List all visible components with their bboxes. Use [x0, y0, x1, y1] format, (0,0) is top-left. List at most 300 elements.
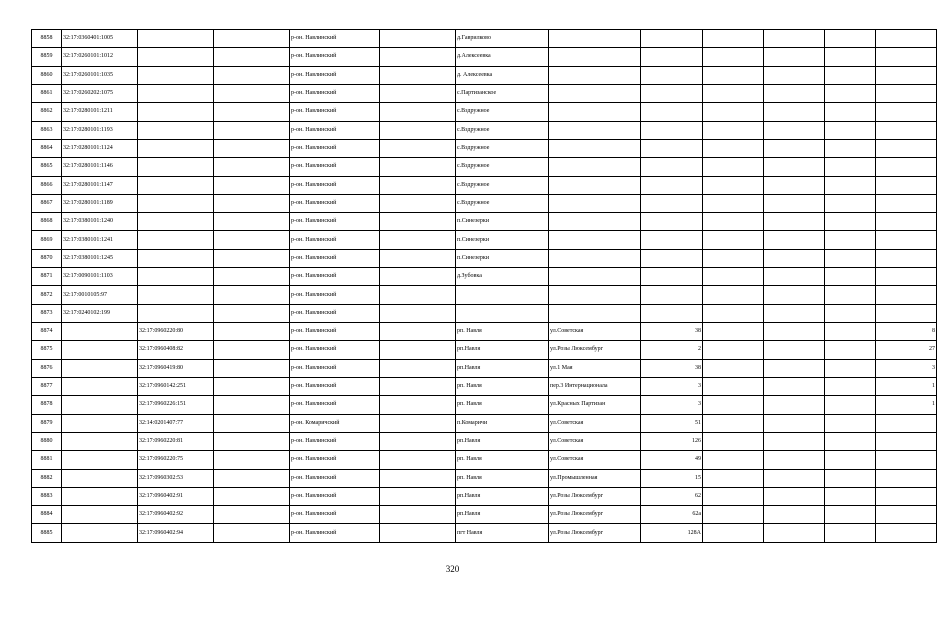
table-cell: [138, 103, 214, 121]
table-cell: р-он. Навлинский: [290, 451, 380, 469]
table-cell: [764, 268, 825, 286]
table-cell: [380, 139, 456, 157]
table-cell: [764, 377, 825, 395]
table-cell: ул.1 Мая: [549, 359, 641, 377]
table-cell: [380, 323, 456, 341]
table-cell: [214, 176, 290, 194]
table-cell: [214, 249, 290, 267]
table-cell: [138, 48, 214, 66]
table-cell: [764, 231, 825, 249]
table-cell: [214, 506, 290, 524]
table-row: [32, 30, 937, 48]
table-cell: [214, 268, 290, 286]
table-cell: [62, 377, 138, 395]
table-cell: [876, 432, 937, 450]
table-cell: 32:17:0380101:1241: [62, 231, 138, 249]
table-cell: [549, 194, 641, 212]
table-row: [32, 213, 937, 231]
table-cell: [764, 304, 825, 322]
table-cell: [380, 268, 456, 286]
table-cell: [214, 469, 290, 487]
table-cell: [138, 249, 214, 267]
table-cell: [214, 396, 290, 414]
table-cell: с.Вздружное: [456, 176, 549, 194]
table-row: [32, 432, 937, 450]
table-cell: [641, 268, 703, 286]
table-cell: р-он. Навлинский: [290, 304, 380, 322]
table-cell: 1: [876, 377, 937, 395]
table-cell: [876, 121, 937, 139]
table-cell: рп.Навля: [456, 341, 549, 359]
table-row: [32, 341, 937, 359]
table-cell: [549, 249, 641, 267]
table-cell: 38: [641, 359, 703, 377]
table-cell: р-он. Навлинский: [290, 341, 380, 359]
table-row: [32, 286, 937, 304]
table-cell: [549, 268, 641, 286]
table-cell: [764, 487, 825, 505]
table-cell: [380, 176, 456, 194]
table-cell: 32:17:0360401:1005: [62, 30, 138, 48]
table-cell: [825, 304, 876, 322]
table-cell: [641, 231, 703, 249]
table-cell: [380, 231, 456, 249]
table-cell: [876, 48, 937, 66]
table-cell: с.Вздружное: [456, 194, 549, 212]
table-cell: [214, 524, 290, 543]
table-cell: [214, 377, 290, 395]
table-cell: 8860: [32, 66, 62, 84]
table-cell: 32:14:0201407:77: [138, 414, 214, 432]
table-cell: 32:17:0260101:1035: [62, 66, 138, 84]
table-cell: [641, 194, 703, 212]
table-cell: 32:17:0280101:1193: [62, 121, 138, 139]
table-cell: [641, 139, 703, 157]
table-row: [32, 506, 937, 524]
table-cell: [764, 139, 825, 157]
table-cell: [764, 414, 825, 432]
table-cell: [825, 213, 876, 231]
table-cell: [764, 341, 825, 359]
table-cell: р-он. Навлинский: [290, 139, 380, 157]
table-cell: [380, 524, 456, 543]
table-cell: [214, 121, 290, 139]
table-cell: [703, 139, 764, 157]
table-cell: 32:17:0260202:1075: [62, 84, 138, 102]
table-cell: [549, 304, 641, 322]
table-cell: с.Вздружное: [456, 103, 549, 121]
table-cell: р-он. Навлинский: [290, 487, 380, 505]
table-cell: 32:17:0960402:91: [138, 487, 214, 505]
table-cell: [214, 323, 290, 341]
table-cell: 51: [641, 414, 703, 432]
table-cell: 3: [641, 377, 703, 395]
table-cell: р-он. Навлинский: [290, 359, 380, 377]
table-row: [32, 451, 937, 469]
table-cell: [138, 30, 214, 48]
table-cell: рп.Навля: [456, 432, 549, 450]
table-cell: [62, 341, 138, 359]
table-cell: [703, 158, 764, 176]
table-cell: [380, 414, 456, 432]
table-row: [32, 249, 937, 267]
table-cell: [380, 66, 456, 84]
table-cell: [62, 396, 138, 414]
table-cell: [703, 249, 764, 267]
table-cell: с.Партизанское: [456, 84, 549, 102]
table-cell: 8862: [32, 103, 62, 121]
table-cell: [703, 194, 764, 212]
table-cell: [876, 506, 937, 524]
table-cell: [825, 432, 876, 450]
table-cell: [703, 121, 764, 139]
table-cell: [876, 176, 937, 194]
table-cell: ул.Розы Люксембург: [549, 487, 641, 505]
table-cell: [641, 158, 703, 176]
table-cell: [641, 304, 703, 322]
table-cell: 32:17:0960408:82: [138, 341, 214, 359]
table-cell: [764, 66, 825, 84]
table-cell: [825, 84, 876, 102]
table-cell: [703, 341, 764, 359]
table-cell: [703, 377, 764, 395]
table-cell: [825, 396, 876, 414]
table-cell: р-он. Навлинский: [290, 84, 380, 102]
table-cell: [138, 176, 214, 194]
table-cell: 3: [876, 359, 937, 377]
table-cell: [764, 103, 825, 121]
table-cell: 32:17:0280101:1147: [62, 176, 138, 194]
table-cell: [214, 414, 290, 432]
table-cell: [876, 231, 937, 249]
table-cell: [825, 158, 876, 176]
table-cell: 32:17:0960220:81: [138, 432, 214, 450]
table-cell: [876, 451, 937, 469]
table-cell: [214, 304, 290, 322]
table-cell: ул.Розы Люксембург: [549, 506, 641, 524]
table-row: [32, 359, 937, 377]
table-row: [32, 268, 937, 286]
table-cell: [62, 451, 138, 469]
table-cell: [876, 194, 937, 212]
table-cell: [764, 84, 825, 102]
table-row: [32, 158, 937, 176]
table-cell: [876, 286, 937, 304]
table-cell: [764, 524, 825, 543]
table-cell: ул.Розы Люксембург: [549, 524, 641, 543]
table-cell: [214, 359, 290, 377]
table-cell: [138, 231, 214, 249]
registry-sheet: [31, 29, 935, 543]
table-row: [32, 377, 937, 395]
table-cell: [825, 231, 876, 249]
table-cell: 8875: [32, 341, 62, 359]
table-cell: [764, 359, 825, 377]
table-cell: 8873: [32, 304, 62, 322]
table-cell: 32:17:0260101:1012: [62, 48, 138, 66]
table-cell: [825, 194, 876, 212]
table-cell: [825, 103, 876, 121]
table-cell: [549, 30, 641, 48]
table-cell: [214, 103, 290, 121]
table-cell: [825, 268, 876, 286]
table-cell: [641, 48, 703, 66]
table-row: [32, 231, 937, 249]
table-cell: [703, 396, 764, 414]
table-cell: [138, 286, 214, 304]
table-cell: [703, 268, 764, 286]
table-cell: [549, 213, 641, 231]
table-cell: 8880: [32, 432, 62, 450]
table-cell: 8870: [32, 249, 62, 267]
table-cell: 32:17:0960402:92: [138, 506, 214, 524]
table-row: [32, 524, 937, 543]
table-cell: [214, 451, 290, 469]
table-cell: [825, 451, 876, 469]
table-row: [32, 103, 937, 121]
table-cell: [549, 231, 641, 249]
table-row: [32, 469, 937, 487]
table-cell: 32:17:0280101:1211: [62, 103, 138, 121]
table-cell: 8858: [32, 30, 62, 48]
table-cell: ул.Советская: [549, 414, 641, 432]
page-number: 320: [445, 564, 460, 574]
table-cell: [62, 359, 138, 377]
table-cell: р-он. Навлинский: [290, 524, 380, 543]
table-cell: [62, 414, 138, 432]
table-cell: [380, 48, 456, 66]
table-cell: [214, 341, 290, 359]
table-cell: рп. Навля: [456, 377, 549, 395]
table-cell: [764, 30, 825, 48]
table-cell: [876, 158, 937, 176]
table-cell: [876, 66, 937, 84]
table-cell: р-он. Навлинский: [290, 249, 380, 267]
table-cell: рп.Навля: [456, 359, 549, 377]
table-cell: [456, 286, 549, 304]
table-cell: 8865: [32, 158, 62, 176]
table-cell: [703, 451, 764, 469]
table-body: [32, 30, 937, 543]
table-cell: [138, 213, 214, 231]
table-cell: 32:17:0960302:53: [138, 469, 214, 487]
table-cell: р-он. Навлинский: [290, 30, 380, 48]
table-cell: [214, 48, 290, 66]
table-cell: пер.3 Интернационала: [549, 377, 641, 395]
table-cell: ул.Советская: [549, 323, 641, 341]
table-cell: [825, 469, 876, 487]
table-cell: 8884: [32, 506, 62, 524]
table-cell: [825, 359, 876, 377]
table-cell: [214, 213, 290, 231]
table-cell: [764, 176, 825, 194]
table-cell: 8868: [32, 213, 62, 231]
table-cell: р-он. Навлинский: [290, 432, 380, 450]
table-cell: р-он. Навлинский: [290, 323, 380, 341]
table-cell: [825, 341, 876, 359]
table-cell: [214, 286, 290, 304]
table-cell: 62: [641, 487, 703, 505]
table-cell: п.Комаричи: [456, 414, 549, 432]
table-cell: 2: [641, 341, 703, 359]
table-cell: [764, 158, 825, 176]
table-cell: [703, 213, 764, 231]
table-cell: [703, 469, 764, 487]
table-cell: ул.Промышленная: [549, 469, 641, 487]
table-cell: р-он. Навлинский: [290, 268, 380, 286]
table-cell: 8871: [32, 268, 62, 286]
table-cell: [641, 286, 703, 304]
table-cell: [138, 304, 214, 322]
table-cell: [825, 176, 876, 194]
table-row: [32, 84, 937, 102]
table-cell: 8869: [32, 231, 62, 249]
table-cell: [138, 139, 214, 157]
table-cell: [641, 66, 703, 84]
table-cell: 8885: [32, 524, 62, 543]
table-cell: 32:17:0010105:97: [62, 286, 138, 304]
table-cell: [703, 487, 764, 505]
table-cell: [764, 121, 825, 139]
table-cell: [825, 524, 876, 543]
table-cell: д.Зубовка: [456, 268, 549, 286]
table-cell: [703, 231, 764, 249]
table-cell: 32:17:0960142:251: [138, 377, 214, 395]
table-cell: д. Алексеевка: [456, 66, 549, 84]
table-cell: р-он. Навлинский: [290, 506, 380, 524]
table-cell: 8859: [32, 48, 62, 66]
table-cell: [703, 414, 764, 432]
table-cell: 128А: [641, 524, 703, 543]
table-cell: [138, 194, 214, 212]
table-cell: п.Синезерки: [456, 231, 549, 249]
table-cell: [62, 524, 138, 543]
table-cell: [138, 84, 214, 102]
table-cell: [825, 377, 876, 395]
table-cell: рп.Навля: [456, 506, 549, 524]
table-cell: [825, 249, 876, 267]
table-cell: [764, 323, 825, 341]
table-cell: [703, 286, 764, 304]
table-cell: [549, 286, 641, 304]
table-cell: [62, 487, 138, 505]
table-cell: [764, 213, 825, 231]
table-cell: [214, 194, 290, 212]
table-cell: [764, 249, 825, 267]
table-cell: [876, 103, 937, 121]
table-cell: [641, 176, 703, 194]
table-cell: 32:17:0960220:80: [138, 323, 214, 341]
table-cell: 8881: [32, 451, 62, 469]
table-row: [32, 304, 937, 322]
table-cell: д.Алексеевка: [456, 48, 549, 66]
table-row: [32, 414, 937, 432]
table-cell: 8877: [32, 377, 62, 395]
table-cell: 8863: [32, 121, 62, 139]
table-cell: [549, 103, 641, 121]
table-cell: рп. Навля: [456, 323, 549, 341]
table-cell: [214, 30, 290, 48]
table-cell: [703, 66, 764, 84]
table-cell: р-он. Комаричский: [290, 414, 380, 432]
table-cell: р-он. Навлинский: [290, 176, 380, 194]
table-cell: 32:17:0380101:1240: [62, 213, 138, 231]
table-cell: [703, 323, 764, 341]
table-cell: рп. Навля: [456, 451, 549, 469]
table-cell: [764, 48, 825, 66]
table-cell: рп. Навля: [456, 396, 549, 414]
table-cell: [825, 121, 876, 139]
table-cell: [876, 304, 937, 322]
table-cell: 8867: [32, 194, 62, 212]
table-cell: [825, 48, 876, 66]
table-cell: [764, 194, 825, 212]
table-cell: р-он. Навлинский: [290, 396, 380, 414]
table-cell: [764, 432, 825, 450]
table-cell: [138, 158, 214, 176]
table-cell: р-он. Навлинский: [290, 231, 380, 249]
table-cell: р-он. Навлинский: [290, 286, 380, 304]
table-cell: [380, 506, 456, 524]
table-cell: 32:17:0960419:80: [138, 359, 214, 377]
table-cell: [825, 30, 876, 48]
table-cell: р-он. Навлинский: [290, 158, 380, 176]
table-cell: 62а: [641, 506, 703, 524]
table-cell: 32:17:0960226:151: [138, 396, 214, 414]
table-cell: р-он. Навлинский: [290, 469, 380, 487]
table-cell: 8: [876, 323, 937, 341]
table-cell: [380, 359, 456, 377]
table-cell: 15: [641, 469, 703, 487]
table-cell: [138, 268, 214, 286]
table-cell: [380, 84, 456, 102]
table-cell: [380, 341, 456, 359]
table-cell: 8882: [32, 469, 62, 487]
table-cell: [62, 432, 138, 450]
table-row: [32, 176, 937, 194]
table-cell: с.Вздружное: [456, 158, 549, 176]
table-cell: [641, 84, 703, 102]
table-cell: [703, 48, 764, 66]
table-cell: [138, 121, 214, 139]
table-cell: [825, 66, 876, 84]
table-cell: 32:17:0960402:94: [138, 524, 214, 543]
table-cell: [641, 103, 703, 121]
table-cell: р-он. Навлинский: [290, 213, 380, 231]
table-cell: рп. Навля: [456, 469, 549, 487]
table-row: [32, 48, 937, 66]
table-row: [32, 396, 937, 414]
table-cell: 8866: [32, 176, 62, 194]
table-cell: ул.Советская: [549, 432, 641, 450]
table-cell: 126: [641, 432, 703, 450]
table-cell: [380, 432, 456, 450]
table-row: [32, 487, 937, 505]
table-cell: 3: [641, 396, 703, 414]
table-cell: [549, 84, 641, 102]
table-cell: [214, 66, 290, 84]
table-cell: 38: [641, 323, 703, 341]
table-cell: [380, 451, 456, 469]
table-cell: [876, 30, 937, 48]
table-cell: 32:17:0240102:199: [62, 304, 138, 322]
table-cell: р-он. Навлинский: [290, 66, 380, 84]
table-cell: [703, 176, 764, 194]
table-cell: [825, 487, 876, 505]
table-cell: [876, 139, 937, 157]
table-cell: 32:17:0380101:1245: [62, 249, 138, 267]
table-cell: [876, 487, 937, 505]
